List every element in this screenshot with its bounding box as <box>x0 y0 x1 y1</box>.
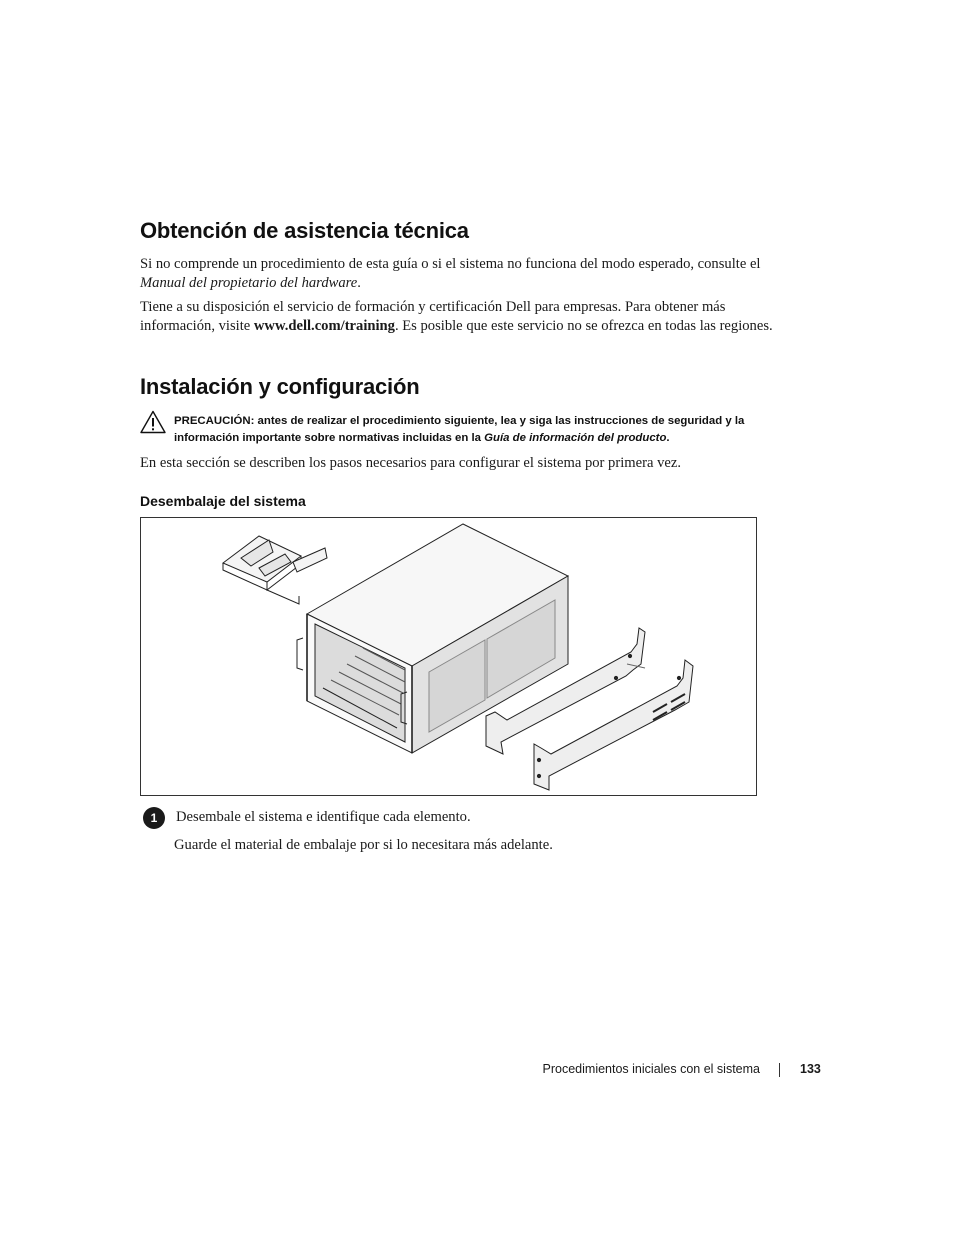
unpacking-illustration <box>140 517 757 796</box>
heading-unpacking: Desembalaje del sistema <box>140 493 306 509</box>
caution-body: antes de realizar el procedimiento siguiente, lea y siga las instrucciones de seguridad y la información importante sobre normativas incluidas en la <box>174 415 745 444</box>
paragraph-help-end: . <box>357 275 361 291</box>
caution-text <box>174 413 774 447</box>
heading-technical-assistance: Obtención de asistencia técnica <box>140 218 469 243</box>
paragraph-training-end: . Es posible que este servicio no se ofrezca en todas las regiones. <box>394 318 773 334</box>
paragraph-help-text: Si no comprende un procedimiento de esta guía o si el sistema no funciona del modo esperado, consulte el <box>140 256 761 272</box>
packaging-insert-drawing <box>223 536 327 604</box>
paragraph-help <box>140 255 780 293</box>
paragraph-intro: En esta sección se describen los pasos necesarios para configurar el sistema por primera vez. <box>140 455 681 471</box>
page-number: 133 <box>800 1062 821 1076</box>
footer-separator <box>779 1063 780 1077</box>
paragraph-training-text: Tiene a su disposición el servicio de formación y certificación Dell para empresas. Para obtener más información, visite <box>140 299 726 334</box>
product-info-guide-title: Guía de información del producto <box>484 432 667 444</box>
caution-end: . <box>666 432 670 444</box>
paragraph-training <box>140 298 780 336</box>
server-and-rails-drawing <box>141 518 756 795</box>
footer-chapter-title: Procedimientos iniciales con el sistema <box>542 1062 760 1076</box>
step-number-badge: 1 <box>143 807 165 829</box>
training-link[interactable]: www.dell.com/training <box>253 318 395 334</box>
heading-installation: Instalación y configuración <box>140 374 420 399</box>
warning-triangle-icon <box>140 410 166 434</box>
step-text: Desembale el sistema e identifique cada elemento. <box>176 809 471 825</box>
caution-label: PRECAUCIÓN: <box>174 415 255 427</box>
hardware-manual-title: Manual del propietario del hardware <box>140 275 358 291</box>
step-note: Guarde el material de embalaje por si lo necesitara más adelante. <box>174 837 553 853</box>
